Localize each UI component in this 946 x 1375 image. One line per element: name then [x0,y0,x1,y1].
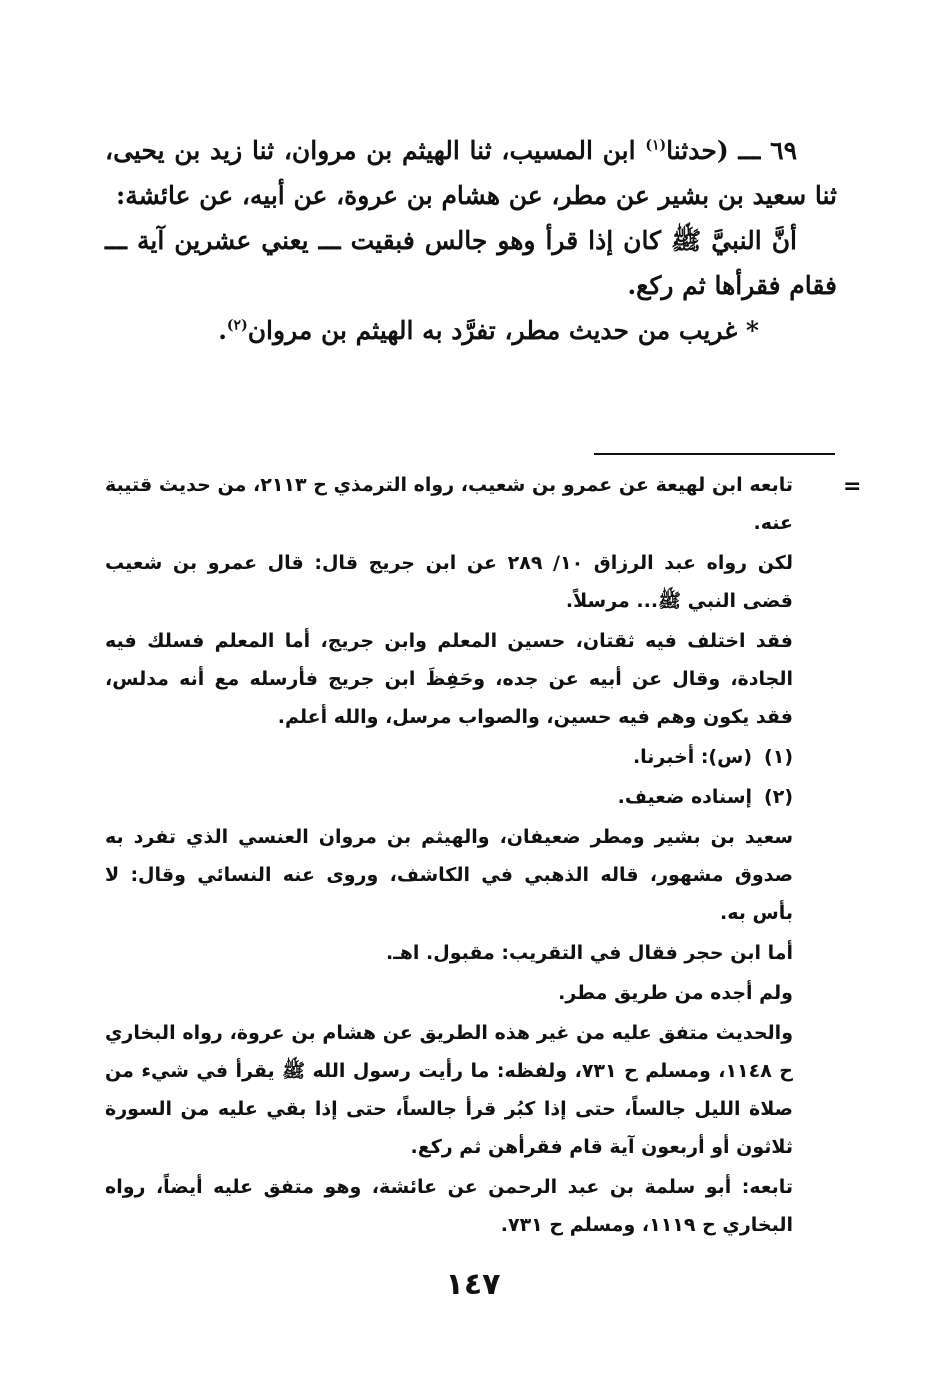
isnad-text: ابن المسيب، ثنا الهيثم بن مروان، ثنا زيد بن يحيى، ثنا سعيد بن بشير عن مطر، عن هشام بن عروة، عن أبيه، عن عائشة: [105,136,837,210]
footnote-2 [105,778,793,816]
footnote-2-line: تابعه: أبو سلمة بن عبد الرحمن عن عائشة، وهو متفق عليه أيضاً، رواه البخاري ح ١١١٩، ومسلم ح ٧٣١. [105,1176,793,1236]
footnote-text: (س): أخبرنا. [632,746,753,768]
isnad-start: ـــ (حدثنا [666,136,761,165]
footnote-number: (٢) [764,786,793,808]
hadith-block [105,128,837,353]
footnote-number: (١) [764,746,793,768]
grading-text: غريب من حديث مطر، تفرَّد به الهيثم بن مروان [247,316,746,345]
star-icon: * [745,316,759,345]
hadith-grading: * غريب من حديث مطر، تفرَّد به الهيثم بن مروان$^{(٢)}$. [218,316,759,345]
footnotes [105,466,793,1246]
footnote-ref-1[interactable]: (١) [645,137,667,154]
continued-note-line: لكن رواه عبد الرزاق ١٠/ ٢٨٩ عن ابن جريج قال: قال عمرو بن شعيب قضى النبي ﷺ... مرسلاً. [105,552,793,612]
footnote-2-line: والحديث متفق عليه من غير هذه الطريق عن هشام بن عروة، رواه البخاري ح ١١٤٨، ومسلم ح ٧٣١، ولفظه: ما رأيت رسول الله ﷺ يقرأ في شيء من صلاة الليل جالساً، حتى إذا كبُر قرأ جالساً، حتى إذا بقي عليه من السورة ثلاثون أو أربعون آية قام فقرأهن ثم ركع. [105,1022,793,1158]
footnote-2-line: سعيد بن بشير ومطر ضعيفان، والهيثم بن مروان العنسي الذي تفرد به صدوق مشهور، قاله الذهبي في الكاشف، وروى عنه النسائي وقال: لا بأس به. [105,826,793,924]
footnote-2-line: أما ابن حجر فقال في التقريب: مقبول. اهـ. [385,942,793,964]
continued-note-line: فقد اختلف فيه ثقتان، حسين المعلم وابن جريج، أما المعلم فسلك فيه الجادة، وقال عن أبيه عن جده، وحَفِظَ ابن جريج فأرسله مع أنه مدلس، فقد يكون وهم فيه حسين، والصواب مرسل، والله أعلم. [105,630,793,728]
page-number: ١٤٧ [445,1267,501,1302]
footnote-2-line: ولم أجده من طريق مطر. [558,982,793,1004]
footnote-ref-2[interactable]: (٢) [226,317,248,334]
hadith-matn: أنَّ النبيَّ ﷺ كان إذا قرأ وهو جالس فبقيت ـــ يعني عشرين آية ـــ فقام فقرأها ثم ركع. [105,226,837,300]
hadith-isnad [105,128,837,218]
footnote-divider [594,453,835,455]
footnote-1 [105,738,793,776]
continuation-mark: = [843,474,862,499]
continued-note-line: تابعه ابن لهيعة عن عمرو بن شعيب، رواه الترمذي ح ٢١١٣، من حديث قتيبة عنه. [105,474,793,534]
footnote-text: إسناده ضعيف. [617,786,753,808]
hadith-number: ٦٩ [770,136,798,165]
